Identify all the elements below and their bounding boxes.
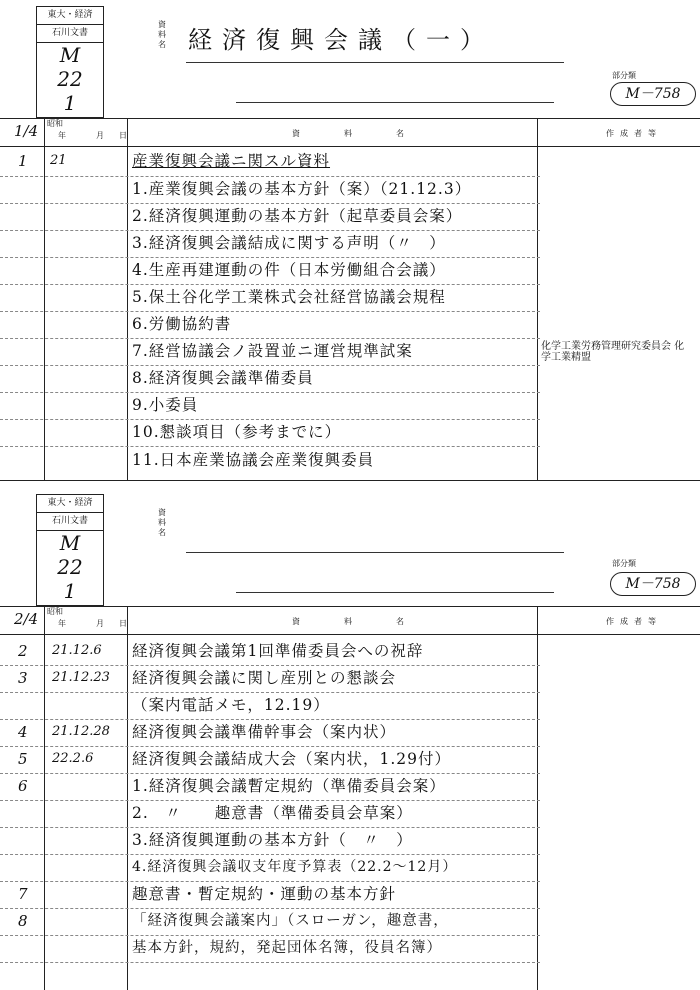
row-title: 「経済復興会議案内」（スローガン，趣意書， bbox=[132, 913, 449, 929]
row-date: 21 bbox=[50, 153, 67, 168]
row-date: 21.12.6 bbox=[52, 643, 102, 658]
month-label: 月 bbox=[96, 619, 104, 628]
row-title: 2. 〃 趣意書（準備委員会草案） bbox=[132, 804, 413, 822]
archive-stamp bbox=[36, 6, 104, 118]
row-number: 6 bbox=[18, 777, 28, 795]
doc-name-line-2 bbox=[236, 102, 554, 103]
year-label: 年 bbox=[58, 619, 66, 628]
col-rule-date bbox=[127, 118, 128, 480]
row-number: 4 bbox=[18, 723, 28, 741]
row-title: 4.経済復興会議収支年度予算表（22.2～12月） bbox=[132, 859, 458, 875]
month-label: 月 bbox=[96, 131, 104, 140]
row-title: 7.経営協議会ノ設置並ニ運営規準試案 bbox=[132, 342, 413, 360]
row-rule bbox=[0, 800, 540, 801]
col-rule-title bbox=[537, 118, 538, 480]
stamp-folder: 1 bbox=[63, 579, 77, 603]
col-rule-date bbox=[127, 606, 128, 990]
classification-code: M－758 bbox=[610, 572, 696, 596]
col-rule-title bbox=[537, 606, 538, 990]
row-rule bbox=[0, 392, 540, 393]
doc-name: 経済復興会議（一） bbox=[188, 26, 494, 54]
row-rule bbox=[0, 365, 540, 366]
table-header-rule bbox=[0, 634, 700, 635]
row-rule bbox=[0, 746, 540, 747]
row-rule bbox=[0, 176, 540, 177]
row-title: 経済復興会議に関し産別との懇談会 bbox=[132, 669, 397, 687]
stamp-series: M bbox=[59, 531, 81, 555]
row-title: 基本方針，規約，発起団体名簿，役員名簿） bbox=[132, 940, 442, 956]
table-top-rule bbox=[0, 606, 700, 607]
doc-name-label: 資料名 bbox=[158, 20, 166, 49]
era-label: 昭和 bbox=[47, 607, 63, 616]
table-bottom-rule bbox=[0, 480, 700, 481]
row-title: 3.経済復興運動の基本方針（ 〃 ） bbox=[132, 831, 413, 849]
row-rule bbox=[0, 311, 540, 312]
bunrui-label: 部分類 bbox=[612, 71, 636, 80]
row-title: 経済復興会議準備幹事会（案内状） bbox=[132, 723, 397, 741]
row-title: 4.生産再建運動の件（日本労働組合会議） bbox=[132, 261, 446, 279]
row-title: 経済復興会議第1回準備委員会への祝辞 bbox=[132, 642, 424, 660]
table-header-rule bbox=[0, 146, 700, 147]
stamp-folder: 1 bbox=[63, 91, 77, 115]
row-title: 1.経済復興会議暫定規約（準備委員会案） bbox=[132, 777, 446, 795]
row-rule bbox=[0, 908, 540, 909]
day-label: 日 bbox=[119, 619, 127, 628]
day-label: 日 bbox=[119, 131, 127, 140]
row-rule bbox=[0, 719, 540, 720]
page-fraction: 1/4 bbox=[14, 122, 39, 140]
catalog-card-1 bbox=[0, 0, 700, 478]
doc-name-line bbox=[186, 552, 564, 553]
stamp-university: 東大・経済 bbox=[37, 7, 103, 25]
row-title: 11.日本産業協議会産業復興委員 bbox=[132, 451, 375, 469]
stamp-series: M bbox=[59, 43, 81, 67]
row-date: 21.12.23 bbox=[52, 670, 110, 685]
stamp-box: 22 bbox=[57, 555, 83, 579]
doc-name-line-2 bbox=[236, 592, 554, 593]
doc-name-line bbox=[186, 62, 564, 63]
row-rule bbox=[0, 257, 540, 258]
stamp-box: 22 bbox=[57, 67, 83, 91]
row-rule bbox=[0, 692, 540, 693]
bunrui-label: 部分類 bbox=[612, 559, 636, 568]
row-rule bbox=[0, 773, 540, 774]
title-header: 資 料 名 bbox=[292, 617, 422, 626]
row-number: 7 bbox=[18, 885, 28, 903]
row-rule bbox=[0, 827, 540, 828]
stamp-collection: 石川文書 bbox=[37, 513, 103, 531]
row-rule bbox=[0, 446, 540, 447]
row-number: 8 bbox=[18, 912, 28, 930]
row-date: 21.12.28 bbox=[52, 724, 110, 739]
row-title: 5.保土谷化学工業株式会社経営協議会規程 bbox=[132, 288, 446, 306]
row-title: 2.経済復興運動の基本方針（起草委員会案） bbox=[132, 207, 463, 225]
classification-code: M－758 bbox=[610, 82, 696, 106]
stamp-university: 東大・経済 bbox=[37, 495, 103, 513]
author-header: 作成者等 bbox=[606, 129, 662, 138]
row-title: 10.懇談項目（参考までに） bbox=[132, 423, 342, 441]
row-rule bbox=[0, 881, 540, 882]
row-rule bbox=[0, 284, 540, 285]
row-title: 1.産業復興会議の基本方針（案）（21.12.3） bbox=[132, 180, 472, 198]
row-number: 3 bbox=[18, 669, 28, 687]
row-title: 経済復興会議結成大会（案内状，1.29付） bbox=[132, 750, 452, 768]
row-rule bbox=[0, 338, 540, 339]
era-label: 昭和 bbox=[47, 119, 63, 128]
row-title: （案内電話メモ，12.19） bbox=[132, 696, 330, 714]
row-number: 1 bbox=[18, 152, 28, 170]
row-rule bbox=[0, 962, 540, 963]
table-top-rule bbox=[0, 118, 700, 119]
row-date: 22.2.6 bbox=[52, 751, 94, 766]
row-rule bbox=[0, 419, 540, 420]
stamp-collection: 石川文書 bbox=[37, 25, 103, 43]
row-rule bbox=[0, 230, 540, 231]
author-header: 作成者等 bbox=[606, 617, 662, 626]
row-number: 5 bbox=[18, 750, 28, 768]
row-rule bbox=[0, 203, 540, 204]
row-title: 6.労働協約書 bbox=[132, 315, 232, 333]
doc-name-label: 資料名 bbox=[158, 508, 166, 537]
row-author: 化学工業労務管理研究委員会 化学工業精盟 bbox=[541, 341, 685, 363]
row-number: 2 bbox=[18, 642, 28, 660]
col-rule-num bbox=[44, 606, 45, 990]
row-title: 産業復興会議ニ関スル資料 bbox=[132, 152, 331, 170]
row-title: 9.小委員 bbox=[132, 396, 199, 414]
year-label: 年 bbox=[58, 131, 66, 140]
row-title: 3.経済復興会議結成に関する声明（〃 ） bbox=[132, 234, 446, 252]
catalog-card-2 bbox=[0, 488, 700, 990]
row-title: 8.経済復興会議準備委員 bbox=[132, 369, 314, 387]
title-header: 資 料 名 bbox=[292, 129, 422, 138]
archive-stamp bbox=[36, 494, 104, 606]
row-rule bbox=[0, 935, 540, 936]
row-rule bbox=[0, 665, 540, 666]
row-title: 趣意書・暫定規約・運動の基本方針 bbox=[132, 885, 397, 903]
page-fraction: 2/4 bbox=[14, 610, 39, 628]
col-rule-num bbox=[44, 118, 45, 480]
row-rule bbox=[0, 854, 540, 855]
